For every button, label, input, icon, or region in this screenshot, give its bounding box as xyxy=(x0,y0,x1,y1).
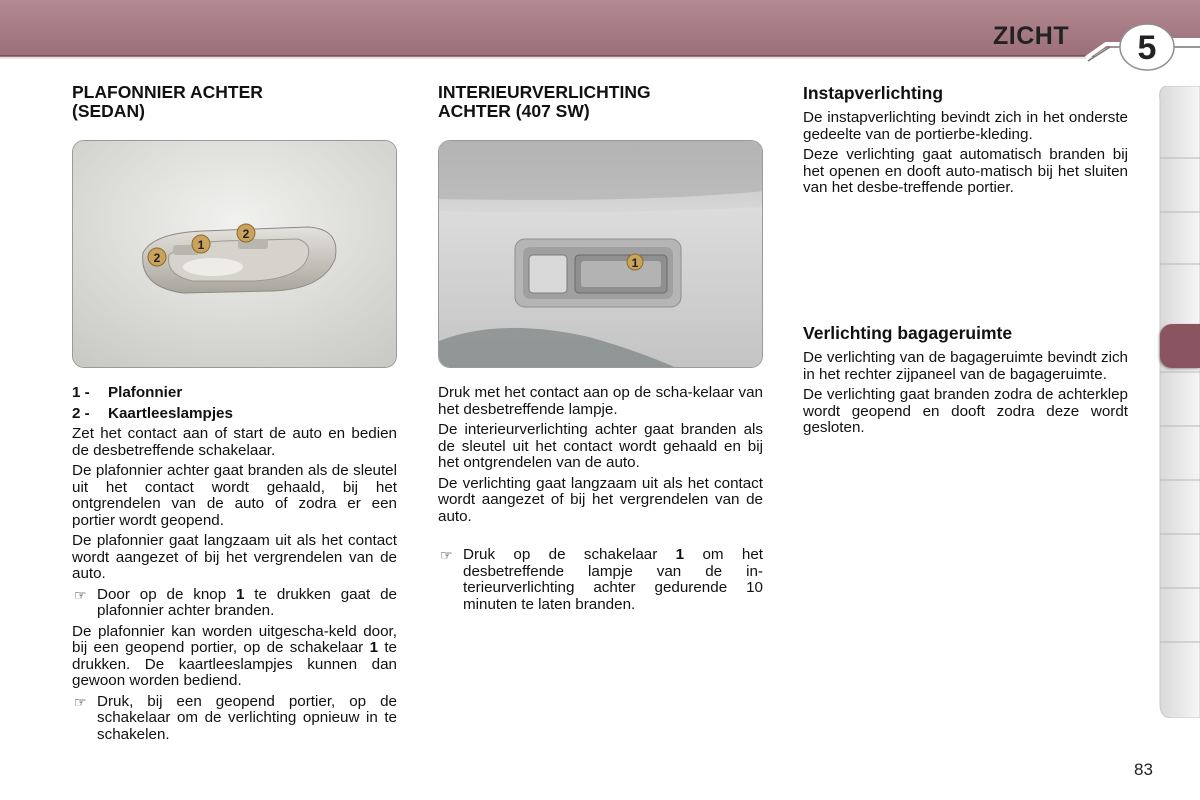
photo1-callout-2b: 2 xyxy=(242,227,250,241)
photo-rear-interior-light-sw xyxy=(438,140,763,368)
chapter-number: 5 xyxy=(1137,29,1157,67)
column-bagageruimte xyxy=(803,324,1128,441)
paragraph: De plafonnier kan worden uitgescha-keld door, bij een geopend portier, op de schakelaar 1 te drukken. De kaartleeslampjes kunnen dan gewoon worden bediend. xyxy=(72,622,398,689)
paragraph: De interieurverlichting achter gaat branden als de sleutel uit het contact wordt gehaald en bij het ontgrendelen van de auto. xyxy=(438,421,763,471)
chapter-thumb-tabs xyxy=(1158,86,1200,718)
page-number: 83 xyxy=(1134,760,1153,779)
column-interieurverlichting xyxy=(438,83,763,121)
section-heading-instapverlichting: Instapverlichting xyxy=(803,83,944,103)
note-item: ☞ Druk op de schakelaar 1 om het desbetreffende lampje van de in-terieurverlichting achter gedurende 10 minuten te laten branden. xyxy=(440,546,763,613)
section-heading-plafonnier: PLAFONNIER ACHTER (SEDAN) xyxy=(72,82,263,121)
section-heading-bagageruimte: Verlichting bagageruimte xyxy=(803,323,1013,343)
paragraph: De plafonnier gaat langzaam uit als het contact wordt aangezet of bij het vergrendelen van de auto. xyxy=(72,532,397,582)
photo2-callout-1: 1 xyxy=(631,256,639,270)
chapter-header xyxy=(0,0,1200,67)
section-heading-interieurverlichting: INTERIEURVERLICHTING ACHTER (407 SW) xyxy=(438,82,651,121)
note-item: ☞ Door op de knop 1 te drukken gaat de plafonnier achter branden. xyxy=(74,585,397,619)
paragraph: De verlichting van de bagageruimte bevindt zich in het rechter zijpaneel van de bagageruimte. xyxy=(803,349,1128,383)
pointing-hand-icon: ☞ xyxy=(74,586,87,603)
paragraph: Deze verlichting gaat automatisch branden bij het openen en dooft auto-matisch bij het sluiten van het desbe-treffende portier. xyxy=(803,146,1128,196)
pointing-hand-icon: ☞ xyxy=(440,547,453,563)
note-item: ☞ Druk, bij een geopend portier, op de schakelaar om de verlichting opnieuw in te schakelen. xyxy=(74,692,397,743)
photo1-callout-1: 1 xyxy=(197,238,205,252)
paragraph: Druk met het contact aan op de scha-kelaar van het desbetreffende lampje. xyxy=(438,384,763,418)
paragraph: De verlichting gaat branden zodra de achterklep wordt geopend en dooft zodra deze wordt gesloten. xyxy=(803,386,1128,436)
photo1-callout-2a: 2 xyxy=(153,251,161,265)
column-plafonnier-text xyxy=(72,385,397,747)
paragraph: De verlichting gaat langzaam uit als het contact wordt aangezet of bij het vergrendelen van de auto. xyxy=(438,474,763,525)
legend-item-2: 2 - Kaartleeslampjes xyxy=(72,404,233,422)
legend-item-1: 1 - Plafonnier xyxy=(72,384,183,401)
pointing-hand-icon: ☞ xyxy=(74,693,87,710)
paragraph: De instapverlichting bevindt zich in het onderste gedeelte van de portierbe-kleding. xyxy=(803,109,1128,143)
paragraph: De plafonnier achter gaat branden als de sleutel uit het contact wordt gehaald, bij het ontgrendelen van de auto of zodra er een portier wordt geopend. xyxy=(72,462,397,529)
active-chapter-tab xyxy=(1160,324,1200,368)
chapter-title: ZICHT xyxy=(993,22,1070,50)
photo-rear-ceiling-light xyxy=(72,140,397,368)
column-plafonnier-achter xyxy=(72,83,397,121)
column-instapverlichting xyxy=(803,84,1128,201)
column-interieurverlichting-text xyxy=(438,385,763,617)
paragraph: Zet het contact aan of start de auto en bedien de desbetreffende schakelaar. xyxy=(72,425,397,459)
